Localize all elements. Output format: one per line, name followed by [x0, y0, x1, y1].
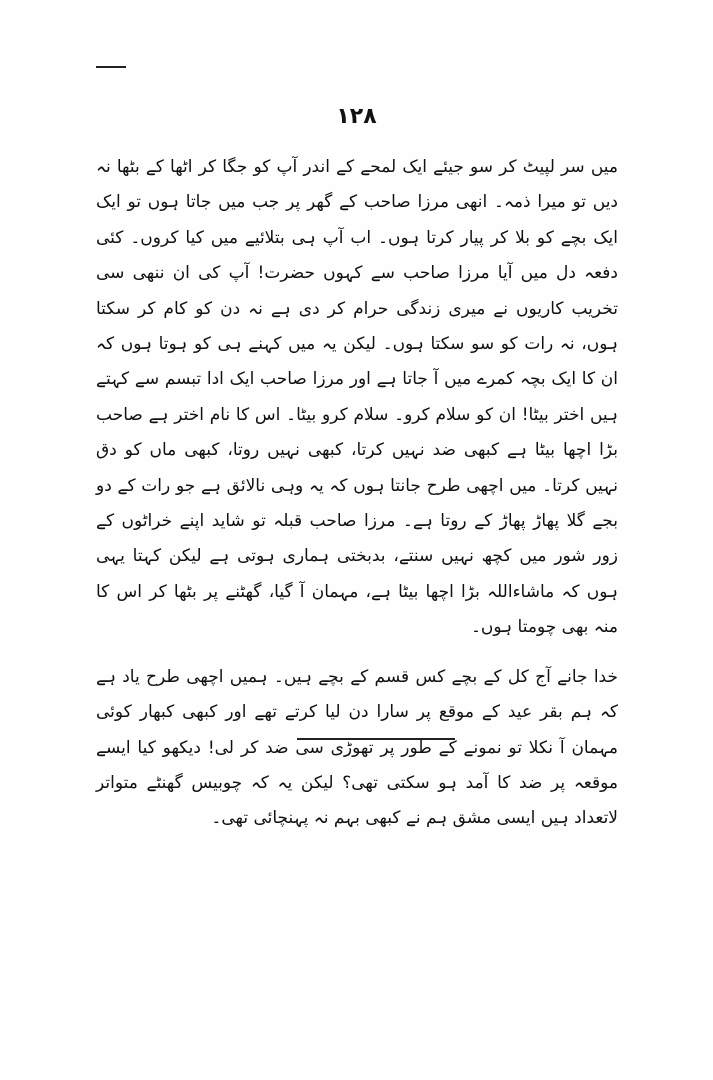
corner-dash-mark [96, 66, 126, 68]
section-end-rule [297, 738, 455, 740]
page-number: ۱۲۸ [336, 104, 377, 129]
paragraph-1: میں سر لپیٹ کر سو جیئے ایک لمحے کے اندر آپ کو جگا کر اٹھا کے بٹھا نہ دیں تو میرا ذمہ۔ انھی مرزا صاحب کے گھر پر جب میں جاتا ہوں تو ایک ایک بچے کو بلا کر پیار کرتا ہوں۔ اب آپ ہی بتلائیے میں کیا کروں۔ کئی دفعہ دل میں آیا مرزا صاحب سے کہوں حضرت! آپ کی ان ننھی سی تخریب کاریوں نے میری زندگی حرام کر دی ہے نہ دن کو کام کر سکتا ہوں، نہ رات کو سو سکتا ہوں۔ لیکن یہ میں کہنے ہی کو ہوتا ہوں کہ ان کا ایک بچہ کمرے میں آ جاتا ہے اور مرزا صاحب ایک ادا تبسم سے کہتے ہیں اختر بیٹا! ان کو سلام کرو۔ سلام کرو بیٹا۔ اس کا نام اختر ہے صاحب بڑا اچھا بیٹا ہے کبھی ضد نہیں کرتا، کبھی نہیں روتا، کبھی ماں کو دق نہیں کرتا۔ میں اچھی طرح جانتا ہوں کہ یہ وہی نالائق ہے جو رات کے دو بجے گلا پھاڑ پھاڑ کے روتا ہے۔ مرزا صاحب قبلہ تو شاید اپنے خراٹوں کے زور شور میں کچھ نہیں سنتے، بدبختی ہماری ہوتی ہے لیکن کہتا یہی ہوں کہ ماشاءاللہ بڑا اچھا بیٹا ہے، مہمان آ گیا، گھٹنے پر بٹھا کر اس کا منہ بھی چومتا ہوں۔ [96, 157, 618, 638]
paragraph-2: خدا جانے آج کل کے بچے کس قسم کے بچے ہیں۔ ہمیں اچھی طرح یاد ہے کہ ہم بقر عید کے موقع پر سارا دن لیا کرتے تھے اور کبھی کبھار کوئی مہمان آ نکلا تو نمونے کے طور پر تھوڑی سی ضد کر لی! دیکھو کیا ایسے موقعہ پر ضد کا آمد ہو سکتی تھی؟ لیکن یہ کہ چوبیس گھنٹے متواتر لاتعداد ہیں ایسی مشق ہم نے کبھی بہم نہ پہنچائی تھی۔ [96, 666, 618, 829]
body-text [96, 150, 618, 837]
